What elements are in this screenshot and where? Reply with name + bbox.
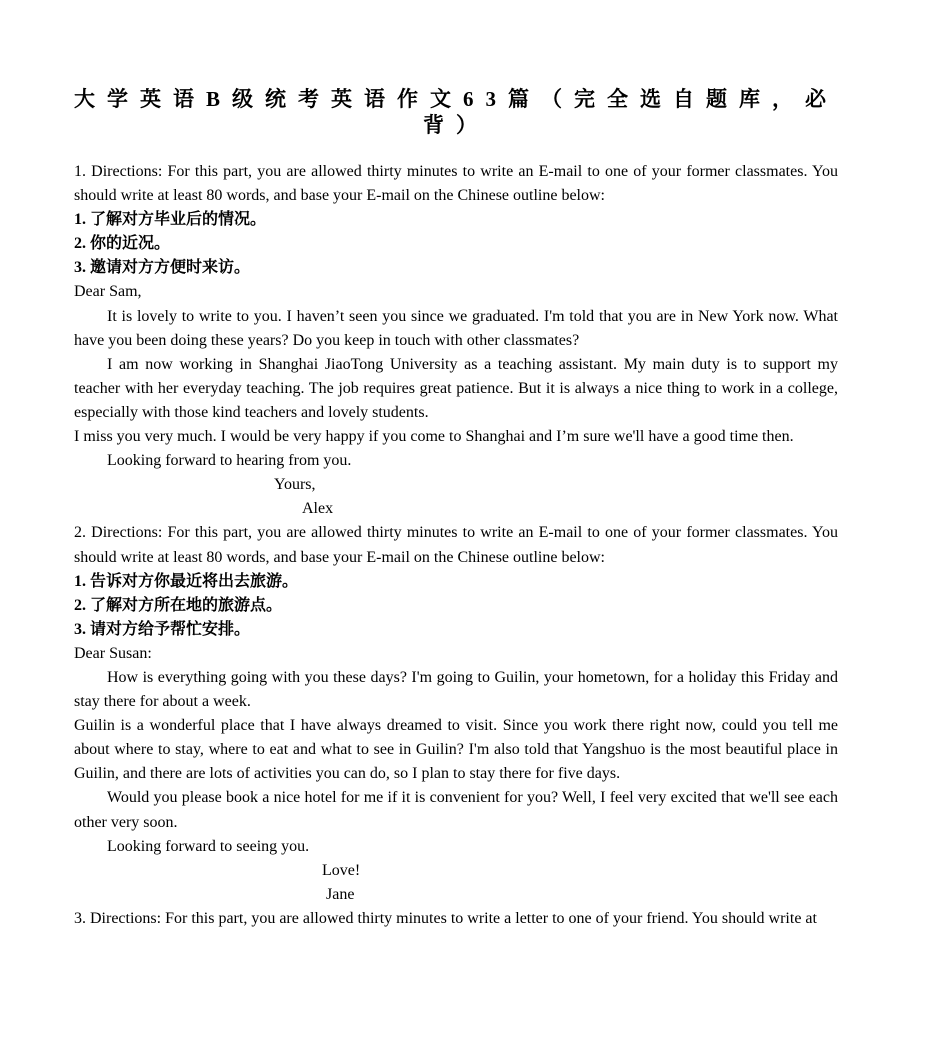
essay1-paragraph: It is lovely to write to you. I haven’t seen you since we graduated. I'm told that you are in New York now. What have you been doing these years? Do you keep in touch with other classmates? [74, 307, 838, 349]
essay2-paragraph: Guilin is a wonderful place that I have always dreamed to visit. Since you work there right now, could you tell me about where to stay, where to eat and what to see in Guilin? I'm also told that Yangshuo is the most beautiful place in Guilin, and there are lots of activities you can do, so I plan to stay there for five days. [74, 717, 838, 783]
essay2-outline-item: 3. 请对方给予帮忙安排。 [74, 620, 251, 638]
essay2-paragraph: How is everything going with you these days? I'm going to Guilin, your hometown, for a holiday this Friday and stay there for about a week. [74, 668, 838, 711]
essay1-directions: 1. Directions: For this part, you are allowed thirty minutes to write an E-mail to one of your former classmates. You should write at least 80 words, and base your E-mail on the Chinese outline below: [74, 163, 838, 205]
essay2-directions: 2. Directions: For this part, you are allowed thirty minutes to write an E-mail to one of your former classmates. You should write at least 80 words, and base your E-mail on the Chinese outline below: [74, 524, 838, 566]
essay2-salutation: Dear Susan: [74, 644, 152, 662]
essay2-closing: Love! [322, 861, 361, 879]
essay1-outline-item: 3. 邀请对方方便时来访。 [74, 259, 251, 277]
essay3-directions: 3. Directions: For this part, you are allowed thirty minutes to write a letter to one of your friend. You should write at [74, 909, 817, 927]
essay1-paragraph: I miss you very much. I would be very happy if you come to Shanghai and I’m sure we'll have a good time then. [74, 428, 794, 446]
essay2-paragraph: Looking forward to seeing you. [107, 837, 310, 855]
essay1-outline-item: 2. 你的近况。 [74, 235, 171, 253]
essay1-signature: Alex [302, 500, 334, 518]
essay2-signature: Jane [326, 885, 355, 903]
essay2-outline-item: 1. 告诉对方你最近将出去旅游。 [74, 572, 299, 590]
essay2-paragraph: Would you please book a nice hotel for me if it is convenient for you? Well, I feel very excited that we'll see each other very soon. [74, 789, 838, 831]
essay1-outline-item: 1. 了解对方毕业后的情况。 [74, 211, 267, 229]
essay1-closing: Yours, [274, 476, 316, 494]
document-title: 大学英语B级统考英语作文63篇（完全选自题库，必背） [74, 87, 839, 137]
essay1-salutation: Dear Sam, [74, 283, 142, 301]
essay1-paragraph: Looking forward to hearing from you. [107, 452, 352, 470]
essay1-paragraph: I am now working in Shanghai JiaoTong University as a teaching assistant. My main duty is to support my teacher with her everyday teaching. The job requires great patience. But it is always a nice thing to work in a college, especially with those kind teachers and lovely students. [74, 355, 838, 421]
essay2-outline-item: 2. 了解对方所在地的旅游点。 [74, 596, 283, 614]
document-page [74, 86, 838, 931]
